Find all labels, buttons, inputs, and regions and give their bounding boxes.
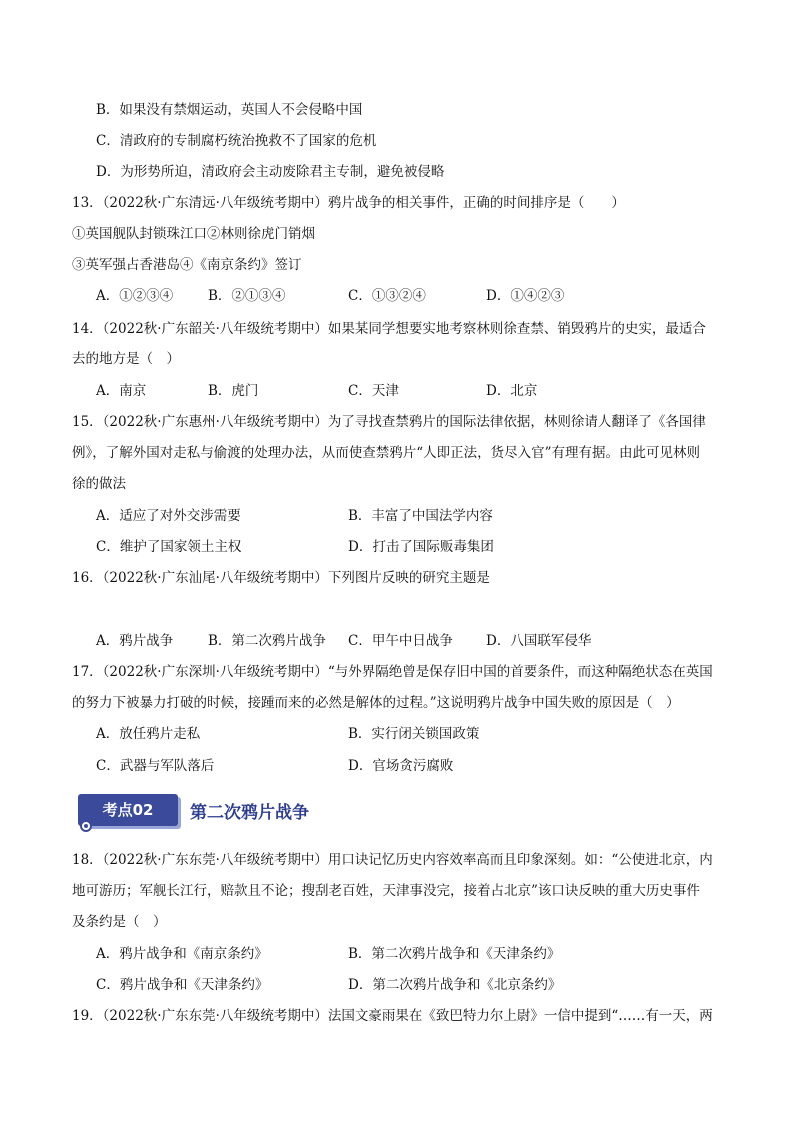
section-badge: 考点02 (78, 794, 178, 826)
q16-option-a: A．鸦片战争 (96, 633, 174, 649)
q13-items-line2: ③英军强占香港岛④《南京条约》签订 (72, 257, 302, 273)
q12-option-c: C．清政府的专制腐朽统治挽救不了国家的危机 (96, 133, 377, 149)
q18-stem-line3: 及条约是（ ） (72, 914, 167, 930)
q18-stem-line1: 18．（2022秋·广东东莞·八年级统考期中）用口诀记忆历史内容效率高而且印象深刻。如：“公使进北京，内 (72, 852, 713, 868)
q14-stem-line2: 去的地方是（ ） (72, 351, 180, 367)
q19-stem-line1: 19．（2022秋·广东东莞·八年级统考期中）法国文豪雨果在《致巴特力尔上尉》一信中提到“……有一天，两 (72, 1008, 713, 1024)
q13-option-b: B．②①③④ (208, 288, 286, 304)
section-title: 第二次鸦片战争 (190, 803, 309, 823)
q17-option-c: C．武器与军队落后 (96, 758, 215, 774)
q15-stem-line3: 徐的做法 (72, 476, 126, 492)
q13-option-a: A．①②③④ (96, 288, 174, 304)
q17-option-d: D．官场贪污腐败 (348, 758, 454, 774)
q14-option-d: D．北京 (486, 383, 538, 399)
q14-option-a: A．南京 (96, 383, 147, 399)
section-heading (78, 790, 398, 838)
q18-option-a: A．鸦片战争和《南京条约》 (96, 946, 268, 962)
q17-stem-line1: 17．（2022秋·广东深圳·八年级统考期中）“与外界隔绝曾是保存旧中国的首要条件，而这种隔绝状态在英国 (72, 664, 713, 680)
q15-stem-line2: 例》，了解外国对走私与偷渡的处理办法，从而使查禁鸦片“人即正法，货尽入官”有理有据。由此可见林则 (72, 445, 701, 461)
q12-option-b: B．如果没有禁烟运动，英国人不会侵略中国 (96, 102, 363, 118)
q15-option-b: B．丰富了中国法学内容 (348, 508, 493, 524)
q13-option-c: C．①③②④ (348, 288, 426, 304)
q13-option-d: D．①④②③ (486, 288, 565, 304)
q13-stem: 13．（2022秋·广东清远·八年级统考期中）鸦片战争的相关事件，正确的时间排序是（ ） (72, 195, 625, 211)
q14-option-c: C．天津 (348, 383, 399, 399)
q15-option-d: D．打击了国际贩毒集团 (348, 539, 494, 555)
q15-option-c: C．维护了国家领土主权 (96, 539, 242, 555)
q15-stem-line1: 15．（2022秋·广东惠州·八年级统考期中）为了寻找查禁鸦片的国际法律依据，林则徐请人翻译了《各国律 (72, 414, 706, 430)
q15-option-a: A．适应了对外交涉需要 (96, 508, 241, 524)
badge-dot-icon (80, 820, 92, 832)
q16-stem: 16．（2022秋·广东汕尾·八年级统考期中）下列图片反映的研究主题是 (72, 570, 490, 586)
q18-option-d: D．第二次鸦片战争和《北京条约》 (348, 977, 562, 993)
q17-option-a: A．放任鸦片走私 (96, 726, 201, 742)
q14-stem-line1: 14．（2022秋·广东韶关·八年级统考期中）如果某同学想要实地考察林则徐查禁、销毁鸦片的史实，最适合 (72, 321, 706, 337)
q17-option-b: B．实行闭关锁国政策 (348, 726, 480, 742)
q17-stem-line2: 的努力下被暴力打破的时候，接踵而来的必然是解体的过程。”这说明鸦片战争中国失败的原因是（ ） (72, 695, 680, 711)
q12-option-d: D．为形势所迫，清政府会主动废除君主专制，避免被侵略 (96, 164, 445, 180)
q16-option-c: C．甲午中日战争 (348, 633, 453, 649)
q18-option-b: B．第二次鸦片战争和《天津条约》 (348, 946, 561, 962)
q18-stem-line2: 地可游历；军舰长江行，赔款且不论；搜刮老百姓，天津事没完，接着占北京”该口诀反映的重大历史事件 (72, 883, 700, 899)
q16-option-d: D．八国联军侵华 (486, 633, 592, 649)
q14-option-b: B．虎门 (208, 383, 259, 399)
q18-option-c: C．鸦片战争和《天津条约》 (96, 977, 269, 993)
q16-option-b: B．第二次鸦片战争 (208, 633, 326, 649)
q13-items-line1: ①英国舰队封锁珠江口②林则徐虎门销烟 (72, 226, 315, 242)
